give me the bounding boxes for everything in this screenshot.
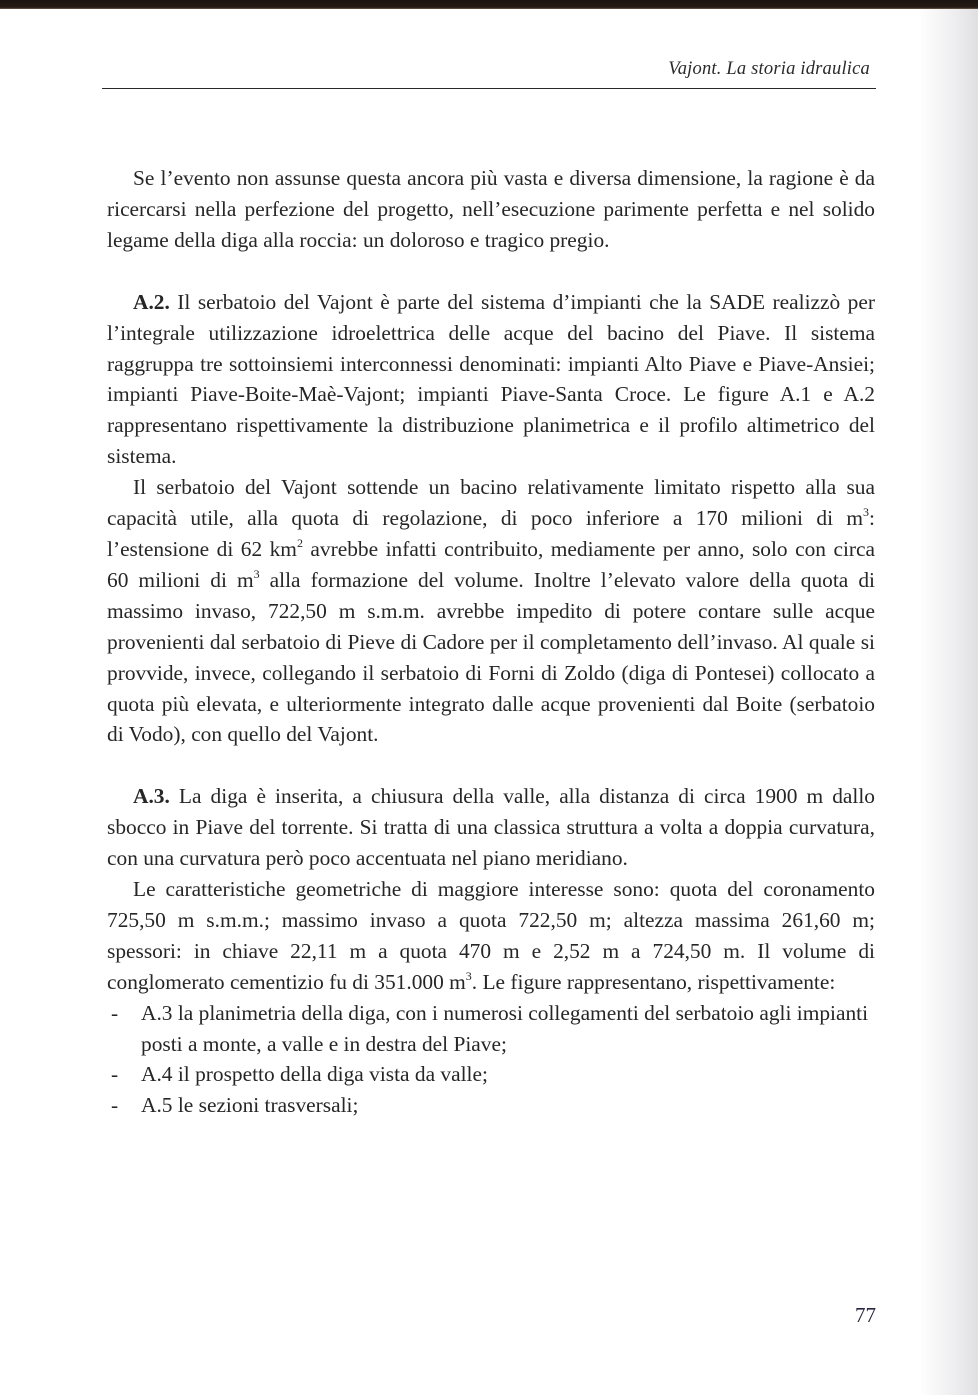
text-run: Le caratteristiche geometriche di maggiore interesse sono: quota del coronamento 725,50 m s.m.m.; massimo invaso a quota 722,50 m; altezza massima 261,60 m; spessori: in chiave 22,11 m a quota 470 m e 2,52 m a 724,50 m. Il volume di conglomerato cementizio fu di 351.000 m <box>107 877 875 994</box>
dash-bullet-icon: - <box>111 1093 119 1118</box>
section-a2-text: Il serbatoio del Vajont è parte del sistema d’impianti che la SADE realizzò per l’integrale utilizzazione idroelettrica delle acque del bacino del Piave. Il sistema raggruppa tre sottoinsiemi interconnessi denominati: impianti Alto Piave e Piave-Ansiei; impianti Piave-Boite-Maè-Vajont; impianti Piave-Santa Croce. Le figure A.1 e A.2 rappresentano rispettivamente la distribuzione planimetrica e il profilo altimetrico del sistema. <box>107 289 875 469</box>
paragraph-intro-text: Se l’evento non assunse questa ancora più vasta e diversa dimensione, la ragione è da ricercarsi nella perfezione del progetto, nell’esecuzione parimente perfetta e nel solido legame della diga alla roccia: un doloroso e tragico pregio. <box>107 166 875 252</box>
running-header <box>102 56 876 89</box>
dash-bullet-icon: - <box>111 1062 119 1087</box>
text-run: alla formazione del volume. Inoltre l’elevato valore della quota di massimo invaso, 722,50 m s.m.m. avrebbe impedito di potere contare sulle acque provenienti dal serbatoio di Pieve di Cadore per il completamento dell’invaso. Al quale si provvide, invece, collegando il serbatoio di Forni di Zoldo (diga di Pontesei) collocato a quota più elevata, e ulteriormente integrato dalle acque provenienti dal Boite (serbatoio di Vodo), con quello del Vajont. <box>107 567 875 747</box>
paragraph-intro <box>107 163 875 256</box>
list-item-text: A.4 il prospetto della diga vista da valle; <box>141 1062 488 1087</box>
list-item <box>107 1090 875 1121</box>
page-body <box>107 163 875 1121</box>
superscript: 3 <box>465 968 472 983</box>
text-run: : l’estensione di 62 km <box>107 506 875 561</box>
superscript: 3 <box>253 566 260 581</box>
superscript: 2 <box>296 535 303 550</box>
list-item <box>107 1059 875 1090</box>
figure-list <box>107 998 875 1122</box>
scan-top-edge <box>0 0 978 9</box>
dash-bullet-icon: - <box>111 1000 119 1025</box>
page-number: 77 <box>855 1303 876 1327</box>
list-item <box>107 998 875 1060</box>
paragraph-section-a2 <box>107 287 875 472</box>
section-a3-text: La diga è inserita, a chiusura della valle, alla distanza di circa 1900 m dallo sbocco in Piave del torrente. Si tratta di una classica struttura a volta a doppia curvatura, con una curvatura però poco accentuata nel piano meridiano. <box>107 784 875 871</box>
list-item-text: A.3 la planimetria della diga, con i numerosi collegamenti del serbatoio agli impianti posti a monte, a valle e in destra del Piave; <box>141 1000 869 1056</box>
text-run: . Le figure rappresentano, rispettivamente: <box>471 969 836 994</box>
superscript: 3 <box>863 505 870 520</box>
text-run: Il serbatoio del Vajont sottende un bacino relativamente limitato rispetto alla sua capacità utile, alla quota di regolazione, di poco inferiore a 170 milioni di m <box>107 475 875 531</box>
running-header-title: Vajont. La storia idraulica <box>668 59 870 79</box>
text-run: avrebbe infatti contribuito, mediamente per anno, solo con circa 60 milioni di m <box>107 536 875 592</box>
section-label-a3: A.3. <box>133 784 170 809</box>
scan-page-shadow <box>918 9 978 1395</box>
section-label-a2: A.2. <box>133 289 170 314</box>
paragraph-reservoir-capacity <box>107 472 875 750</box>
paragraph-section-a3 <box>107 781 875 874</box>
list-item-text: A.5 le sezioni trasversali; <box>141 1093 359 1118</box>
paragraph-geometry <box>107 874 875 998</box>
